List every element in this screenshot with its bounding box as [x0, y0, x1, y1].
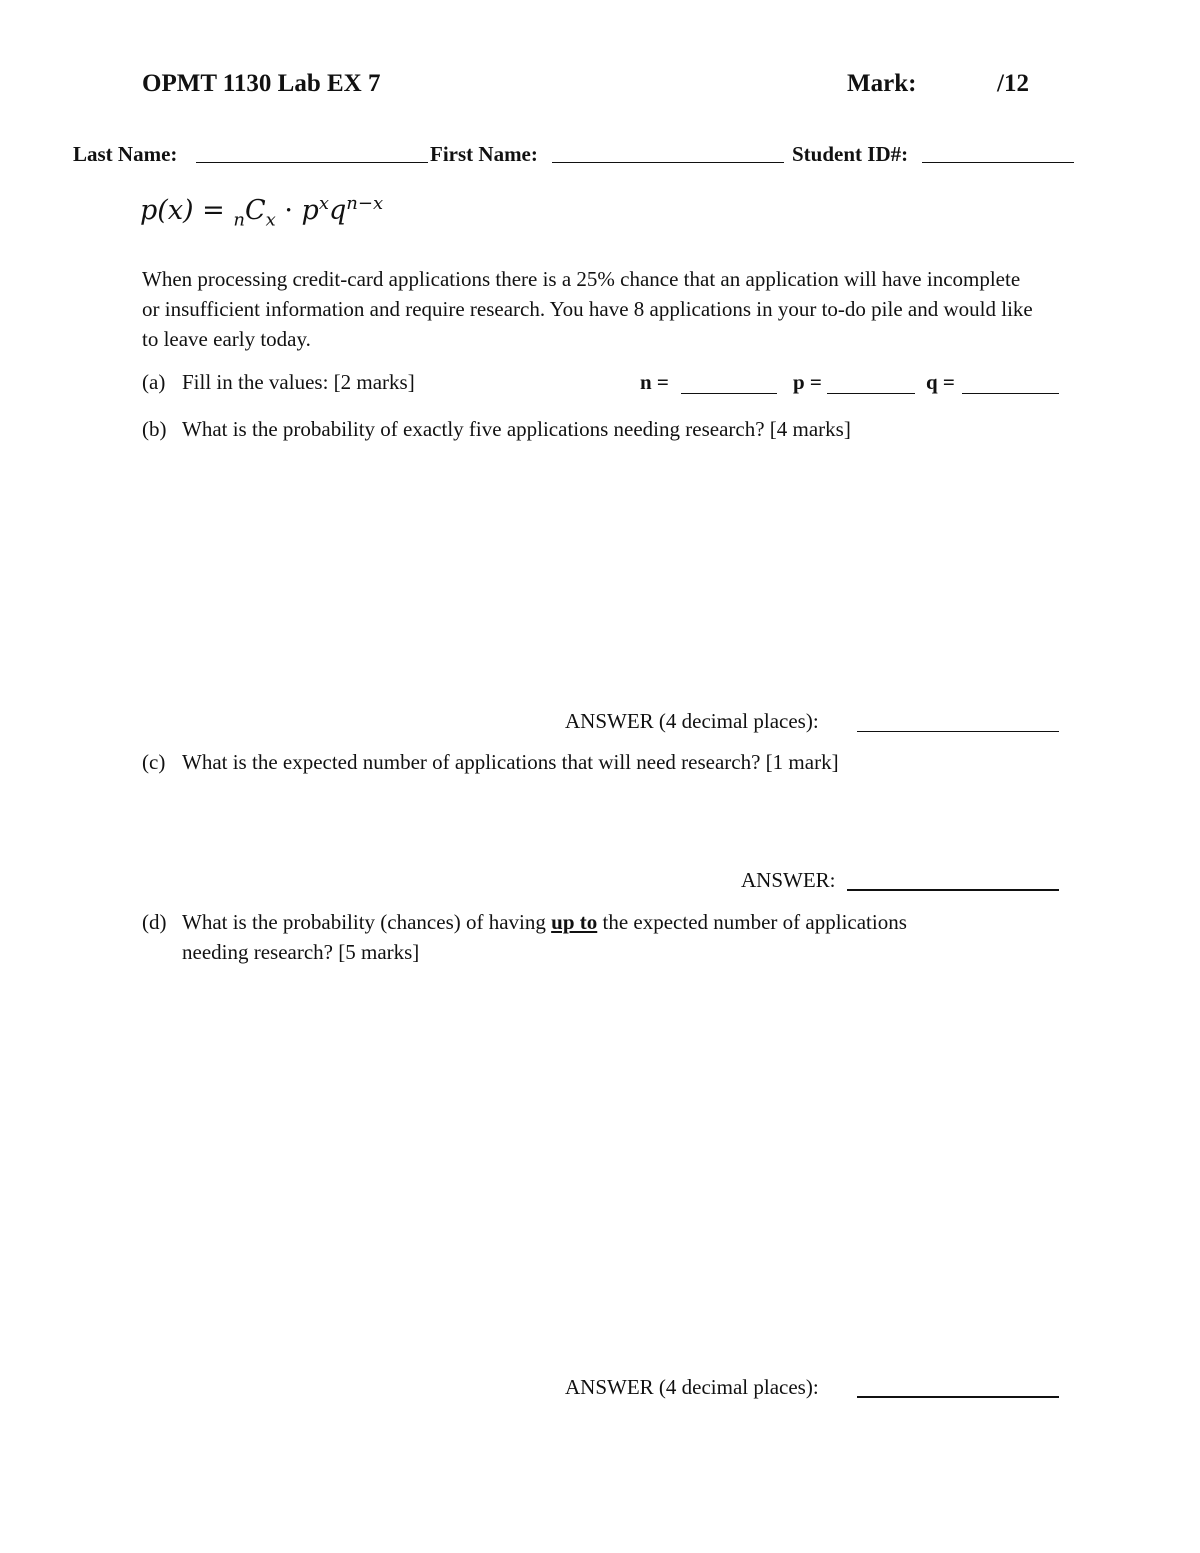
answer-c-field[interactable] — [847, 889, 1059, 891]
formula-exponent: n−x — [346, 193, 384, 214]
n-label: n = — [640, 370, 669, 394]
answer-d-field[interactable] — [857, 1396, 1059, 1398]
problem-statement: When processing credit-card applications there is a 25% chance that an application will have incomplete or insufficient information and require research. You have 8 applications in your to-do pile and would like to leave early today. — [142, 267, 1033, 351]
last-name-label: Last Name: — [73, 142, 178, 166]
page-title: OPMT 1130 Lab EX 7 — [142, 70, 381, 97]
binomial-formula — [140, 193, 383, 230]
question-d-emphasis: up to — [551, 910, 598, 934]
formula-dot: · — [275, 195, 302, 226]
p-label: p = — [793, 370, 822, 394]
question-b-letter: (b) — [142, 417, 167, 441]
answer-d-label: ANSWER (4 decimal places): — [565, 1375, 819, 1399]
first-name-label: First Name: — [430, 142, 538, 166]
question-d-text-before: What is the probability (chances) of having — [182, 910, 552, 934]
formula-n: n — [233, 209, 245, 231]
question-d-text-line2: needing research? [5 marks] — [182, 940, 420, 964]
formula-q: q — [329, 195, 347, 226]
question-c-letter: (c) — [142, 750, 166, 774]
last-name-field[interactable] — [196, 162, 428, 163]
q-field[interactable] — [962, 393, 1059, 394]
question-b — [142, 417, 851, 442]
question-b-text: What is the probability of exactly five applications needing research? [4 marks] — [182, 417, 851, 441]
question-a-letter: (a) — [142, 370, 166, 394]
q-label: q = — [926, 370, 955, 394]
formula-c: C — [244, 195, 266, 226]
student-id-label: Student ID#: — [792, 142, 909, 166]
mark-total: /12 — [997, 70, 1029, 97]
formula-x-sup: x — [318, 193, 329, 214]
student-id-field[interactable] — [922, 162, 1074, 163]
question-a — [142, 370, 415, 395]
answer-c-label: ANSWER: — [741, 868, 836, 892]
n-field[interactable] — [681, 393, 777, 394]
question-a-text: Fill in the values: [2 marks] — [182, 370, 415, 394]
formula-lhs: p(x) = — [140, 195, 234, 226]
formula-p: p — [301, 195, 319, 226]
question-c — [142, 750, 839, 775]
mark-label: Mark: — [847, 70, 917, 97]
question-d — [142, 907, 907, 967]
question-d-text-after: the expected number of applications — [597, 910, 907, 934]
question-c-text: What is the expected number of applications that will need research? [1 mark] — [182, 750, 839, 774]
p-field[interactable] — [827, 393, 915, 394]
answer-b-label: ANSWER (4 decimal places): — [565, 709, 819, 733]
formula-x-sub: x — [265, 209, 276, 231]
answer-b-field[interactable] — [857, 731, 1059, 732]
first-name-field[interactable] — [552, 162, 784, 163]
question-d-letter: (d) — [142, 910, 167, 934]
